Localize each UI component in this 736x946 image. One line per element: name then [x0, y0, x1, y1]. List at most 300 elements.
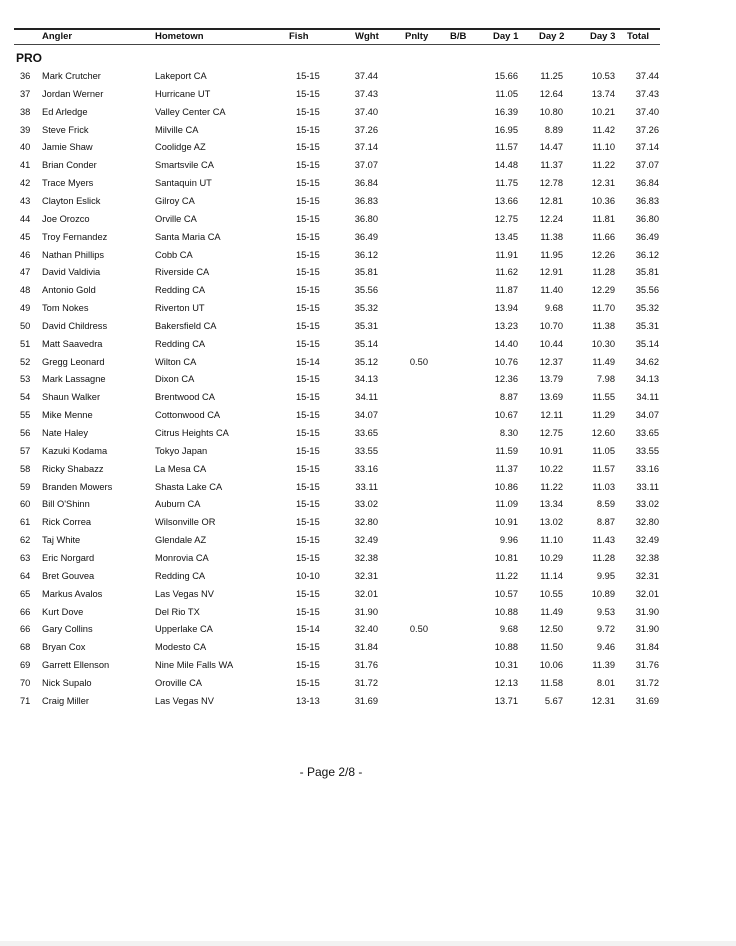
angler-cell: Eric Norgard — [42, 552, 95, 563]
day3-cell: 7.98 — [596, 374, 615, 385]
fish-cell: 15-15 — [296, 535, 320, 546]
place-cell: 66 — [20, 624, 31, 635]
hometown-cell: Modesto CA — [155, 642, 207, 653]
day3-cell: 12.29 — [591, 285, 615, 296]
day2-cell: 11.38 — [540, 231, 563, 242]
hometown-cell: Shasta Lake CA — [155, 481, 223, 492]
hometown-cell: Upperlake CA — [155, 624, 213, 635]
fish-cell: 15-15 — [296, 124, 320, 135]
header-day2: Day 2 — [539, 31, 565, 42]
day3-cell: 11.57 — [592, 463, 615, 474]
day1-cell: 10.88 — [494, 606, 518, 617]
hometown-cell: Lakeport CA — [155, 71, 207, 81]
total-cell: 33.16 — [635, 463, 659, 474]
hometown-cell: Tokyo Japan — [155, 445, 208, 456]
hometown-cell: Santaquin UT — [155, 178, 212, 189]
weight-cell: 33.02 — [354, 499, 378, 510]
total-cell: 35.31 — [635, 320, 659, 331]
angler-cell: Jordan Werner — [42, 88, 104, 99]
weight-cell: 34.13 — [354, 374, 378, 385]
day3-cell: 8.01 — [596, 677, 615, 688]
table-row — [0, 442, 736, 460]
total-cell: 32.49 — [635, 535, 659, 546]
angler-cell: Ed Arledge — [42, 106, 88, 117]
hometown-cell: Santa Maria CA — [155, 231, 221, 242]
day1-cell: 11.62 — [495, 267, 518, 278]
table-row — [0, 370, 736, 388]
place-cell: 47 — [20, 267, 31, 278]
hometown-cell: Gilroy CA — [155, 195, 195, 206]
day3-cell: 11.22 — [592, 160, 615, 171]
day2-cell: 11.25 — [540, 71, 563, 81]
day1-cell: 11.57 — [495, 142, 518, 153]
day3-cell: 12.31 — [591, 695, 615, 706]
day1-cell: 11.59 — [495, 445, 518, 456]
day2-cell: 11.50 — [540, 642, 563, 653]
day3-cell: 11.81 — [592, 213, 615, 224]
day3-cell: 11.49 — [592, 356, 615, 367]
total-cell: 34.13 — [635, 374, 659, 385]
total-cell: 32.31 — [635, 570, 659, 581]
day1-cell: 12.75 — [494, 213, 518, 224]
header-fish: Fish — [289, 31, 309, 42]
day2-cell: 12.81 — [539, 195, 563, 206]
angler-cell: Antonio Gold — [42, 285, 96, 296]
day2-cell: 13.02 — [539, 517, 563, 528]
table-row — [0, 210, 736, 228]
weight-cell: 35.56 — [354, 285, 378, 296]
weight-cell: 33.16 — [354, 463, 378, 474]
day1-cell: 12.13 — [494, 677, 518, 688]
fish-cell: 15-14 — [296, 356, 320, 367]
day1-cell: 10.57 — [494, 588, 518, 599]
fish-cell: 15-15 — [296, 303, 320, 314]
hometown-cell: Brentwood CA — [155, 392, 215, 403]
day1-cell: 11.37 — [495, 463, 518, 474]
day1-cell: 11.05 — [495, 88, 518, 99]
day1-cell: 11.91 — [495, 249, 518, 260]
day1-cell: 14.40 — [494, 338, 518, 349]
fish-cell: 15-15 — [296, 249, 320, 260]
day1-cell: 11.75 — [495, 178, 518, 189]
weight-cell: 34.07 — [354, 410, 378, 421]
fish-cell: 15-15 — [296, 552, 320, 563]
day3-cell: 10.89 — [591, 588, 615, 599]
day3-cell: 10.36 — [591, 195, 615, 206]
hometown-cell: Orville CA — [155, 213, 197, 224]
fish-cell: 15-15 — [296, 606, 320, 617]
hometown-cell: Redding CA — [155, 338, 206, 349]
weight-cell: 37.43 — [354, 88, 378, 99]
day2-cell: 12.24 — [539, 213, 563, 224]
weight-cell: 36.12 — [354, 249, 378, 260]
day3-cell: 10.53 — [591, 71, 615, 81]
day3-cell: 11.70 — [592, 303, 615, 314]
angler-cell: Matt Saavedra — [42, 338, 103, 349]
total-cell: 31.72 — [635, 677, 659, 688]
day1-cell: 9.96 — [499, 535, 518, 546]
day2-cell: 10.70 — [539, 320, 563, 331]
place-cell: 39 — [20, 124, 31, 135]
table-row — [0, 85, 736, 103]
fish-cell: 15-15 — [296, 463, 320, 474]
table-row — [0, 156, 736, 174]
header-day3: Day 3 — [590, 31, 616, 42]
hometown-cell: Milville CA — [155, 124, 199, 135]
day2-cell: 11.10 — [540, 535, 563, 546]
weight-cell: 36.83 — [354, 195, 378, 206]
day3-cell: 11.10 — [592, 142, 615, 153]
weight-cell: 31.69 — [354, 695, 378, 706]
place-cell: 43 — [20, 195, 31, 206]
angler-cell: Ricky Shabazz — [42, 463, 104, 474]
weight-cell: 36.84 — [354, 178, 378, 189]
table-row — [0, 228, 736, 246]
day1-cell: 13.45 — [494, 231, 518, 242]
day1-cell: 16.39 — [494, 106, 518, 117]
total-cell: 36.84 — [635, 178, 659, 189]
fish-cell: 15-15 — [296, 106, 320, 117]
fish-cell: 15-15 — [296, 160, 320, 171]
angler-cell: Shaun Walker — [42, 392, 101, 403]
place-cell: 51 — [20, 338, 31, 349]
hometown-cell: Smartsvile CA — [155, 160, 214, 171]
day2-cell: 11.14 — [540, 570, 563, 581]
day2-cell: 11.40 — [540, 285, 563, 296]
table-row — [0, 674, 736, 692]
table-row — [0, 424, 736, 442]
hometown-cell: Glendale AZ — [155, 535, 207, 546]
day2-cell: 10.06 — [539, 660, 563, 671]
total-cell: 33.65 — [635, 428, 659, 438]
weight-cell: 31.84 — [354, 642, 378, 653]
day3-cell: 11.29 — [592, 410, 615, 421]
place-cell: 70 — [20, 677, 31, 688]
fish-cell: 15-15 — [296, 71, 320, 81]
table-row — [0, 567, 736, 585]
hometown-cell: Citrus Heights CA — [155, 428, 229, 438]
weight-cell: 34.11 — [355, 392, 378, 403]
total-cell: 33.11 — [636, 481, 659, 492]
day1-cell: 13.94 — [494, 303, 518, 314]
day1-cell: 13.71 — [494, 695, 518, 706]
day2-cell: 11.95 — [540, 249, 563, 260]
day2-cell: 11.37 — [540, 160, 563, 171]
fish-cell: 15-15 — [296, 517, 320, 528]
day2-cell: 10.80 — [539, 106, 563, 117]
weight-cell: 36.80 — [354, 213, 378, 224]
total-cell: 37.26 — [635, 124, 659, 135]
day2-cell: 10.44 — [539, 338, 563, 349]
angler-cell: Mark Crutcher — [42, 71, 101, 81]
day3-cell: 11.43 — [592, 535, 615, 546]
total-cell: 37.14 — [635, 142, 659, 153]
fish-cell: 15-15 — [296, 677, 320, 688]
weight-cell: 32.38 — [354, 552, 378, 563]
total-cell: 32.01 — [635, 588, 659, 599]
section-title: PRO — [16, 51, 43, 65]
weight-cell: 31.76 — [354, 660, 378, 671]
day3-cell: 11.42 — [592, 124, 615, 135]
day2-cell: 5.67 — [544, 695, 563, 706]
place-cell: 53 — [20, 374, 31, 385]
table-row — [0, 692, 736, 710]
angler-cell: Troy Fernandez — [42, 231, 108, 242]
weight-cell: 33.11 — [355, 481, 378, 492]
day3-cell: 12.31 — [591, 178, 615, 189]
angler-cell: Bryan Cox — [42, 642, 86, 653]
day2-cell: 11.49 — [540, 606, 563, 617]
fish-cell: 15-15 — [296, 374, 320, 385]
table-top-rule — [14, 28, 660, 30]
day3-cell: 11.39 — [592, 660, 615, 671]
day2-cell: 13.34 — [539, 499, 563, 510]
fish-cell: 15-15 — [296, 178, 320, 189]
weight-cell: 37.14 — [354, 142, 378, 153]
table-row — [0, 281, 736, 299]
total-cell: 32.80 — [635, 517, 659, 528]
weight-cell: 35.32 — [354, 303, 378, 314]
place-cell: 57 — [20, 445, 31, 456]
hometown-cell: Oroville CA — [155, 677, 203, 688]
day2-cell: 11.58 — [540, 677, 563, 688]
day1-cell: 11.09 — [495, 499, 518, 510]
total-cell: 31.90 — [635, 624, 659, 635]
place-cell: 36 — [20, 71, 31, 81]
day1-cell: 10.91 — [494, 517, 518, 528]
fish-cell: 15-15 — [296, 285, 320, 296]
weight-cell: 37.26 — [354, 124, 378, 135]
place-cell: 50 — [20, 320, 31, 331]
total-cell: 35.32 — [635, 303, 659, 314]
table-row — [0, 620, 736, 638]
weight-cell: 35.14 — [354, 338, 378, 349]
table-row — [0, 299, 736, 317]
table-row — [0, 495, 736, 513]
day3-cell: 9.72 — [596, 624, 615, 635]
total-cell: 35.56 — [635, 285, 659, 296]
total-cell: 31.84 — [635, 642, 659, 653]
total-cell: 36.83 — [635, 195, 659, 206]
day1-cell: 10.31 — [494, 660, 518, 671]
day3-cell: 9.53 — [596, 606, 615, 617]
place-cell: 60 — [20, 499, 31, 510]
total-cell: 34.62 — [635, 356, 659, 367]
day3-cell: 10.30 — [591, 338, 615, 349]
angler-cell: Markus Avalos — [42, 588, 103, 599]
hometown-cell: Nine Mile Falls WA — [155, 660, 234, 671]
table-row — [0, 513, 736, 531]
fish-cell: 15-14 — [296, 624, 320, 635]
fish-cell: 15-15 — [296, 231, 320, 242]
day1-cell: 8.30 — [499, 428, 518, 438]
place-cell: 45 — [20, 231, 31, 242]
day3-cell: 11.55 — [592, 392, 615, 403]
angler-cell: Jamie Shaw — [42, 142, 93, 153]
table-row — [0, 531, 736, 549]
table-row — [0, 246, 736, 264]
day3-cell: 11.66 — [592, 231, 615, 242]
total-cell: 35.14 — [635, 338, 659, 349]
penalty-cell: 0.50 — [409, 356, 428, 367]
angler-cell: Bret Gouvea — [42, 570, 95, 581]
table-row — [0, 138, 736, 156]
hometown-cell: Valley Center CA — [155, 106, 226, 117]
angler-cell: Steve Frick — [42, 124, 89, 135]
fish-cell: 15-15 — [296, 428, 320, 438]
table-row — [0, 460, 736, 478]
day3-cell: 11.38 — [592, 320, 615, 331]
day3-cell: 12.26 — [591, 249, 615, 260]
fish-cell: 13-13 — [296, 695, 320, 706]
fish-cell: 15-15 — [296, 642, 320, 653]
table-row — [0, 121, 736, 139]
day1-cell: 15.66 — [494, 71, 518, 81]
hometown-cell: Las Vegas NV — [155, 588, 214, 599]
hometown-cell: Wilsonville OR — [155, 517, 216, 528]
day3-cell: 9.95 — [596, 570, 615, 581]
hometown-cell: Las Vegas NV — [155, 695, 214, 706]
place-cell: 56 — [20, 428, 31, 438]
header-angler: Angler — [42, 31, 73, 42]
day3-cell: 10.21 — [591, 106, 615, 117]
total-cell: 36.80 — [635, 213, 659, 224]
total-cell: 34.07 — [635, 410, 659, 421]
fish-cell: 15-15 — [296, 320, 320, 331]
table-row — [0, 656, 736, 674]
day2-cell: 10.22 — [539, 463, 563, 474]
angler-cell: Clayton Eslick — [42, 195, 101, 206]
weight-cell: 33.65 — [354, 428, 378, 438]
angler-cell: Nathan Phillips — [42, 249, 105, 260]
angler-cell: Tom Nokes — [42, 303, 89, 314]
place-cell: 69 — [20, 660, 31, 671]
day3-cell: 8.59 — [596, 499, 615, 510]
angler-cell: Rick Correa — [42, 517, 92, 528]
day2-cell: 12.11 — [540, 410, 563, 421]
place-cell: 55 — [20, 410, 31, 421]
total-cell: 37.40 — [635, 106, 659, 117]
angler-cell: Gregg Leonard — [42, 356, 105, 367]
place-cell: 59 — [20, 481, 31, 492]
total-cell: 32.38 — [635, 552, 659, 563]
weight-cell: 32.49 — [354, 535, 378, 546]
weight-cell: 32.40 — [354, 624, 378, 635]
table-row — [0, 549, 736, 567]
weight-cell: 32.01 — [354, 588, 378, 599]
fish-cell: 15-15 — [296, 338, 320, 349]
table-row — [0, 103, 736, 121]
table-row — [0, 585, 736, 603]
place-cell: 54 — [20, 392, 31, 403]
table-row — [0, 638, 736, 656]
hometown-cell: Dixon CA — [155, 374, 195, 385]
angler-cell: Nate Haley — [42, 428, 88, 438]
table-row — [0, 335, 736, 353]
day2-cell: 11.22 — [540, 481, 563, 492]
day2-cell: 10.55 — [539, 588, 563, 599]
day1-cell: 13.23 — [494, 320, 518, 331]
angler-cell: Bill O'Shinn — [42, 499, 90, 510]
hometown-cell: Bakersfield CA — [155, 320, 217, 331]
weight-cell: 32.80 — [354, 517, 378, 528]
page-bottom-edge — [0, 941, 736, 946]
table-row — [0, 478, 736, 496]
place-cell: 48 — [20, 285, 31, 296]
day3-cell: 9.46 — [596, 642, 615, 653]
hometown-cell: Hurricane UT — [155, 88, 211, 99]
weight-cell: 37.07 — [354, 160, 378, 171]
total-cell: 33.02 — [635, 499, 659, 510]
day1-cell: 16.95 — [494, 124, 518, 135]
total-cell: 36.49 — [635, 231, 659, 242]
fish-cell: 15-15 — [296, 195, 320, 206]
place-cell: 61 — [20, 517, 31, 528]
day1-cell: 11.22 — [495, 570, 518, 581]
penalty-cell: 0.50 — [409, 624, 428, 635]
weight-cell: 31.90 — [354, 606, 378, 617]
day2-cell: 8.89 — [544, 124, 563, 135]
fish-cell: 15-15 — [296, 588, 320, 599]
angler-cell: Mark Lassagne — [42, 374, 106, 385]
total-cell: 31.90 — [635, 606, 659, 617]
place-cell: 71 — [20, 695, 31, 706]
day3-cell: 11.05 — [592, 445, 615, 456]
header-rule — [14, 44, 660, 45]
day1-cell: 12.36 — [494, 374, 518, 385]
weight-cell: 33.55 — [354, 445, 378, 456]
place-cell: 49 — [20, 303, 31, 314]
hometown-cell: Monrovia CA — [155, 552, 209, 563]
table-row — [0, 317, 736, 335]
place-cell: 52 — [20, 356, 31, 367]
table-row — [0, 388, 736, 406]
total-cell: 33.55 — [635, 445, 659, 456]
day1-cell: 10.81 — [494, 552, 518, 563]
header-hometown: Hometown — [155, 31, 204, 42]
fish-cell: 10-10 — [296, 570, 320, 581]
weight-cell: 36.49 — [354, 231, 378, 242]
place-cell: 66 — [20, 606, 31, 617]
day1-cell: 10.76 — [494, 356, 518, 367]
day1-cell: 9.68 — [499, 624, 518, 635]
place-cell: 40 — [20, 142, 31, 153]
place-cell: 41 — [20, 160, 31, 171]
angler-cell: Taj White — [42, 535, 81, 546]
fish-cell: 15-15 — [296, 142, 320, 153]
angler-cell: Trace Myers — [42, 178, 94, 189]
fish-cell: 15-15 — [296, 481, 320, 492]
header-big-bass: B/B — [450, 31, 467, 42]
weight-cell: 35.12 — [354, 356, 378, 367]
hometown-cell: Del Rio TX — [155, 606, 200, 617]
total-cell: 37.07 — [635, 160, 659, 171]
place-cell: 46 — [20, 249, 31, 260]
hometown-cell: Auburn CA — [155, 499, 201, 510]
place-cell: 42 — [20, 178, 31, 189]
day3-cell: 11.03 — [592, 481, 615, 492]
place-cell: 68 — [20, 642, 31, 653]
total-cell: 34.11 — [636, 392, 659, 403]
day2-cell: 9.68 — [544, 303, 563, 314]
fish-cell: 15-15 — [296, 267, 320, 278]
header-total: Total — [627, 31, 649, 42]
day2-cell: 10.29 — [539, 552, 563, 563]
angler-cell: Brian Conder — [42, 160, 97, 171]
table-row — [0, 406, 736, 424]
day3-cell: 13.74 — [591, 88, 615, 99]
place-cell: 64 — [20, 570, 31, 581]
